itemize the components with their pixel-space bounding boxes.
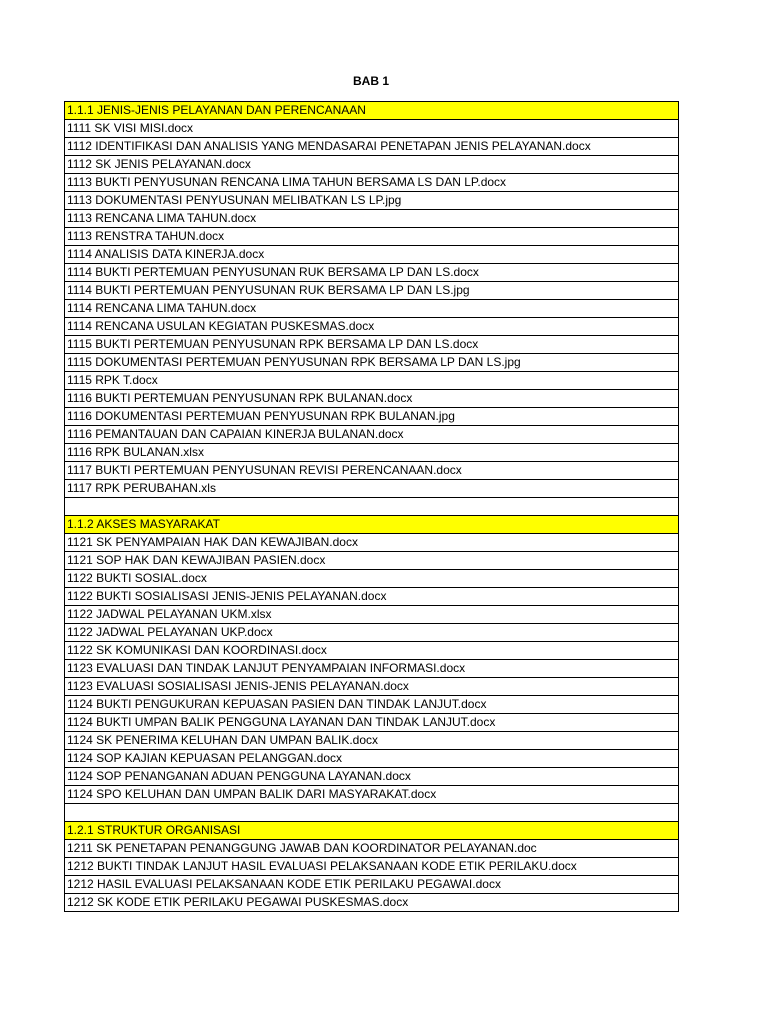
file-name-cell: 1122 BUKTI SOSIALISASI JENIS-JENIS PELAYANAN.docx <box>65 588 679 606</box>
file-name-cell: 1121 SOP HAK DAN KEWAJIBAN PASIEN.docx <box>65 552 679 570</box>
table-row <box>65 354 679 372</box>
file-name-cell: 1116 PEMANTAUAN DAN CAPAIAN KINERJA BULANAN.docx <box>65 426 679 444</box>
table-row <box>65 624 679 642</box>
file-name-cell: 1115 RPK T.docx <box>65 372 679 390</box>
file-name-cell: 1212 SK KODE ETIK PERILAKU PEGAWAI PUSKESMAS.docx <box>65 894 679 912</box>
file-name-cell: 1114 ANALISIS DATA KINERJA.docx <box>65 246 679 264</box>
table-row <box>65 732 679 750</box>
file-name-cell: 1122 BUKTI SOSIAL.docx <box>65 570 679 588</box>
table-row <box>65 714 679 732</box>
table-row <box>65 786 679 804</box>
file-name-cell: 1123 EVALUASI SOSIALISASI JENIS-JENIS PELAYANAN.docx <box>65 678 679 696</box>
file-name-cell: 1115 DOKUMENTASI PERTEMUAN PENYUSUNAN RPK BERSAMA LP DAN LS.jpg <box>65 354 679 372</box>
table-row <box>65 552 679 570</box>
spacer-row <box>65 804 679 822</box>
table-row <box>65 858 679 876</box>
file-name-cell: 1124 SPO KELUHAN DAN UMPAN BALIK DARI MASYARAKAT.docx <box>65 786 679 804</box>
table-row <box>65 372 679 390</box>
file-name-cell: 1124 BUKTI UMPAN BALIK PENGGUNA LAYANAN DAN TINDAK LANJUT.docx <box>65 714 679 732</box>
table-row <box>65 138 679 156</box>
table-row <box>65 696 679 714</box>
spacer-cell <box>65 498 679 516</box>
table-row <box>65 570 679 588</box>
table-row <box>65 192 679 210</box>
table-row <box>65 840 679 858</box>
file-name-cell: 1212 HASIL EVALUASI PELAKSANAAN KODE ETIK PERILAKU PEGAWAI.docx <box>65 876 679 894</box>
table-row <box>65 264 679 282</box>
table-row <box>65 156 679 174</box>
section-heading: 1.2.1 STRUKTUR ORGANISASI <box>65 822 679 840</box>
table-row <box>65 660 679 678</box>
table-row <box>65 444 679 462</box>
table-row <box>65 300 679 318</box>
table-row <box>65 876 679 894</box>
section-header-row <box>65 516 679 534</box>
table-row <box>65 426 679 444</box>
file-name-cell: 1122 SK KOMUNIKASI DAN KOORDINASI.docx <box>65 642 679 660</box>
file-name-cell: 1117 BUKTI PERTEMUAN PENYUSUNAN REVISI PERENCANAAN.docx <box>65 462 679 480</box>
file-name-cell: 1111 SK VISI MISI.docx <box>65 120 679 138</box>
file-name-cell: 1211 SK PENETAPAN PENANGGUNG JAWAB DAN KOORDINATOR PELAYANAN.doc <box>65 840 679 858</box>
table-row <box>65 120 679 138</box>
file-name-cell: 1122 JADWAL PELAYANAN UKP.docx <box>65 624 679 642</box>
section-header-row <box>65 822 679 840</box>
table-row <box>65 750 679 768</box>
table-row <box>65 282 679 300</box>
file-name-cell: 1112 SK JENIS PELAYANAN.docx <box>65 156 679 174</box>
table-row <box>65 606 679 624</box>
file-name-cell: 1123 EVALUASI DAN TINDAK LANJUT PENYAMPAIAN INFORMASI.docx <box>65 660 679 678</box>
file-name-cell: 1124 BUKTI PENGUKURAN KEPUASAN PASIEN DAN TINDAK LANJUT.docx <box>65 696 679 714</box>
table-row <box>65 318 679 336</box>
file-name-cell: 1117 RPK PERUBAHAN.xls <box>65 480 679 498</box>
table-row <box>65 534 679 552</box>
page-title: BAB 1 <box>352 74 389 88</box>
table-row <box>65 174 679 192</box>
table-row <box>65 642 679 660</box>
section-header-row <box>65 102 679 120</box>
file-name-cell: 1116 RPK BULANAN.xlsx <box>65 444 679 462</box>
section-heading: 1.1.2 AKSES MASYARAKAT <box>65 516 679 534</box>
file-name-cell: 1116 DOKUMENTASI PERTEMUAN PENYUSUNAN RPK BULANAN.jpg <box>65 408 679 426</box>
table-row <box>65 408 679 426</box>
file-name-cell: 1121 SK PENYAMPAIAN HAK DAN KEWAJIBAN.docx <box>65 534 679 552</box>
file-name-cell: 1112 IDENTIFIKASI DAN ANALISIS YANG MENDASARAI PENETAPAN JENIS PELAYANAN.docx <box>65 138 679 156</box>
file-name-cell: 1114 RENCANA USULAN KEGIATAN PUSKESMAS.docx <box>65 318 679 336</box>
table-row <box>65 390 679 408</box>
table-row <box>65 336 679 354</box>
file-name-cell: 1113 RENSTRA TAHUN.docx <box>65 228 679 246</box>
file-name-cell: 1113 BUKTI PENYUSUNAN RENCANA LIMA TAHUN BERSAMA LS DAN LP.docx <box>65 174 679 192</box>
file-name-cell: 1116 BUKTI PERTEMUAN PENYUSUNAN RPK BULANAN.docx <box>65 390 679 408</box>
file-name-cell: 1124 SK PENERIMA KELUHAN DAN UMPAN BALIK.docx <box>65 732 679 750</box>
table-row <box>65 678 679 696</box>
file-name-cell: 1114 BUKTI PERTEMUAN PENYUSUNAN RUK BERSAMA LP DAN LS.docx <box>65 264 679 282</box>
table-row <box>65 588 679 606</box>
document-table <box>64 101 679 912</box>
file-name-cell: 1122 JADWAL PELAYANAN UKM.xlsx <box>65 606 679 624</box>
table-row <box>65 246 679 264</box>
table-row <box>65 228 679 246</box>
file-name-cell: 1212 BUKTI TINDAK LANJUT HASIL EVALUASI PELAKSANAAN KODE ETIK PERILAKU.docx <box>65 858 679 876</box>
table-row <box>65 480 679 498</box>
file-name-cell: 1114 BUKTI PERTEMUAN PENYUSUNAN RUK BERSAMA LP DAN LS.jpg <box>65 282 679 300</box>
table-row <box>65 894 679 912</box>
table-row <box>65 210 679 228</box>
table-row <box>65 768 679 786</box>
spacer-row <box>65 498 679 516</box>
file-name-cell: 1124 SOP KAJIAN KEPUASAN PELANGGAN.docx <box>65 750 679 768</box>
section-heading: 1.1.1 JENIS-JENIS PELAYANAN DAN PERENCANAAN <box>65 102 679 120</box>
document-table-body <box>65 102 679 912</box>
file-name-cell: 1114 RENCANA LIMA TAHUN.docx <box>65 300 679 318</box>
table-row <box>65 462 679 480</box>
file-name-cell: 1113 RENCANA LIMA TAHUN.docx <box>65 210 679 228</box>
file-name-cell: 1124 SOP PENANGANAN ADUAN PENGGUNA LAYANAN.docx <box>65 768 679 786</box>
file-name-cell: 1115 BUKTI PERTEMUAN PENYUSUNAN RPK BERSAMA LP DAN LS.docx <box>65 336 679 354</box>
file-name-cell: 1113 DOKUMENTASI PENYUSUNAN MELIBATKAN LS LP.jpg <box>65 192 679 210</box>
spacer-cell <box>65 804 679 822</box>
